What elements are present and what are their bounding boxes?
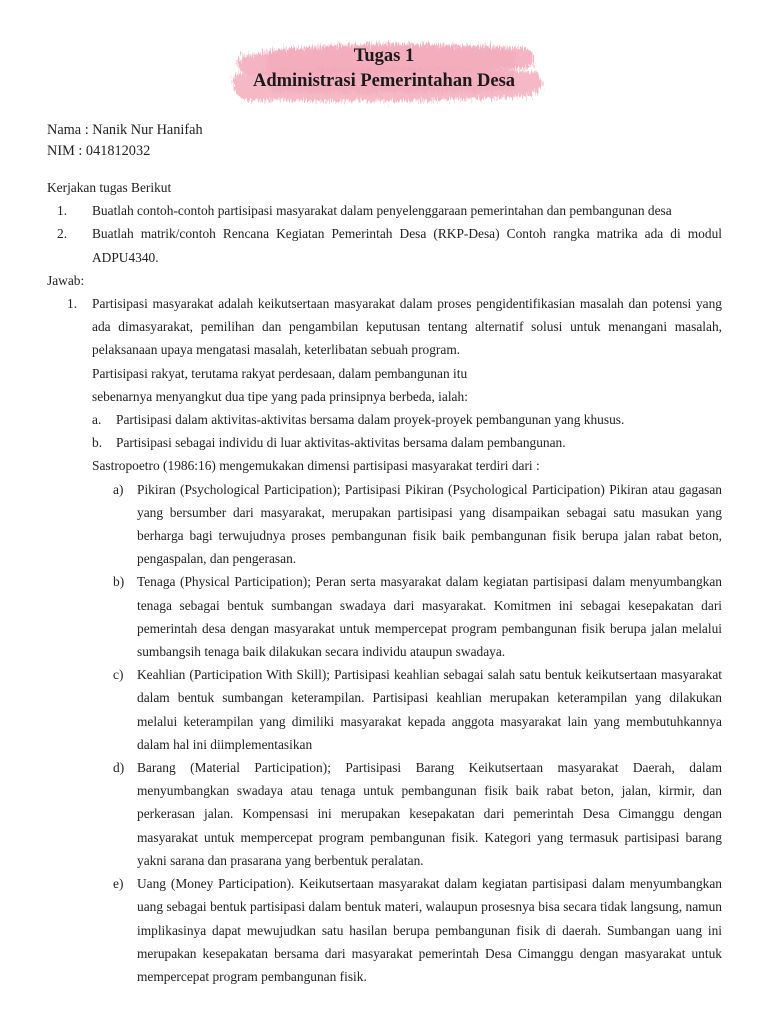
dimension-text: Pikiran (Psychological Participation); Partisipasi Pikiran (Psychological Participation) Pikiran atau gagasan yang bersumber dari masyarakat, merupakan partisipasi yang disampaikan sebagai satu masukan yang berharga bagi terwujudnya proses pembangunan fisik baik pembangunan fisik berupa jalan rabat beton, pengaspalan, dan pengerasan. (137, 481, 722, 567)
answer-paragraph: sebenarnya menyangkut dua tipe yang pada prinsipnya berbeda, ialah: (92, 388, 468, 404)
dimension-number: d) (113, 760, 125, 776)
dimension-item (92, 478, 722, 571)
type-number: a. (92, 412, 102, 428)
answer-number: 1. (67, 296, 78, 312)
participation-type-item (92, 408, 722, 431)
type-number: b. (92, 435, 103, 451)
task-item (47, 199, 722, 222)
student-nim: NIM : 041812032 (47, 143, 151, 159)
dimension-item (92, 756, 722, 872)
dimension-number: a) (113, 481, 124, 497)
type-text: Partisipasi dalam aktivitas-aktivitas bersama dalam proyek-proyek pembangunan yang khusus. (116, 412, 625, 428)
task-number: 2. (57, 226, 68, 242)
student-name: Nama : Nanik Nur Hanifah (47, 122, 203, 138)
intro-text: Kerjakan tugas Berikut (47, 180, 172, 195)
dimension-text: Keahlian (Participation With Skill); Partisipasi keahlian sebagai salah satu bentuk keikutsertaan masyarakat dalam bentuk sumbangan keterampilan. Partisipasi keahlian merupakan keterampilan yang dilakukan melalui keterampilan yang dimiliki masyarakat kepada anggota masyarakat lain yang membutuhkannya dalam hal ini diimplementasikan (137, 667, 722, 752)
task-number: 1. (57, 203, 68, 219)
document-title (0, 44, 768, 94)
participation-type-item (92, 431, 722, 454)
student-identity (47, 120, 203, 162)
task-item (47, 222, 722, 268)
dimension-number: c) (113, 667, 124, 683)
dimension-number: e) (113, 876, 124, 892)
title-line-1: Tugas 1 (353, 46, 415, 66)
answer-label: Jawab: (47, 272, 85, 288)
answer-paragraph: Partisipasi masyarakat adalah keikutsertaan masyarakat dalam proses pengidentifikasian masalah dan potensi yang ada dimasyarakat, pemilihan dan pengambilan keputusan tentang alternatif solusi untuk menangani masalah, pelaksanaan upaya mengatasi masalah, keterlibatan sebuah program. (92, 296, 722, 358)
answer-paragraph: Sastropoetro (1986:16) mengemukakan dimensi partisipasi masyarakat terdiri dari : (92, 458, 540, 474)
title-line-2: Administrasi Pemerintahan Desa (252, 71, 516, 91)
task-text: Buatlah contoh-contoh partisipasi masyarakat dalam penyelenggaraan pemerintahan dan pembangunan desa (92, 203, 672, 219)
dimension-text: Tenaga (Physical Participation); Peran serta masyarakat dalam kegiatan partisipasi dalam menyumbangkan tenaga sebagai bentuk sumbangan swadaya dari masyarakat. Komitmen ini sebagai kesepakatan dari pemerintah desa dengan masyarakat untuk mempercepat program pembangunan fisik berupa jalan melalui sumbangsih tenaga baik dilakukan secara individu ataupun swadaya. (137, 574, 722, 660)
answer-item (47, 292, 722, 988)
dimension-text: Barang (Material Participation); Partisipasi Barang Keikutsertaan masyarakat Daerah, dalam menyumbangkan swadaya atau tenaga untuk pembangunan fisik baik rabat beton, jalan, kirmir, dan perkerasan jalan. Kompensasi ini merupakan kesepakatan dari pemerintah Desa Cimanggu dengan masyarakat untuk mempercepat program pembangunan fisik. Kategori yang termasuk partisipasi barang yakni sarana dan prasarana yang berbentuk peralatan. (137, 760, 722, 868)
answer-paragraph: Partisipasi rakyat, terutama rakyat perdesaan, dalam pembangunan itu (92, 365, 468, 381)
dimension-text: Uang (Money Participation). Keikutsertaan masyarakat dalam kegiatan partisipasi dalam menyumbangkan uang sebagai bentuk partisipasi dalam bentuk materi, walaupun prosesnya bisa secara tidak langsung, namun implikasinya dapat mewujudkan satu hasilan berupa pembangunan fisik di daerah. Sumbangan uang ini merupakan kesepakatan bersama dari masyarakat pemerintah Desa Cimanggu dengan masyarakat untuk mempercepat program pembangunan fisik. (137, 876, 722, 984)
task-text: Buatlah matrik/contoh Rencana Kegiatan Pemerintah Desa (RKP-Desa) Contoh rangka matrika ada di modul ADPU4340. (92, 226, 722, 265)
dimension-number: b) (113, 574, 125, 590)
dimension-item (92, 872, 722, 988)
dimension-item (92, 570, 722, 663)
dimension-item (92, 663, 722, 756)
type-text: Partisipasi sebagai individu di luar aktivitas-aktivitas bersama dalam pembangunan. (116, 435, 566, 451)
answer-content (92, 292, 722, 988)
document-body (47, 176, 722, 988)
